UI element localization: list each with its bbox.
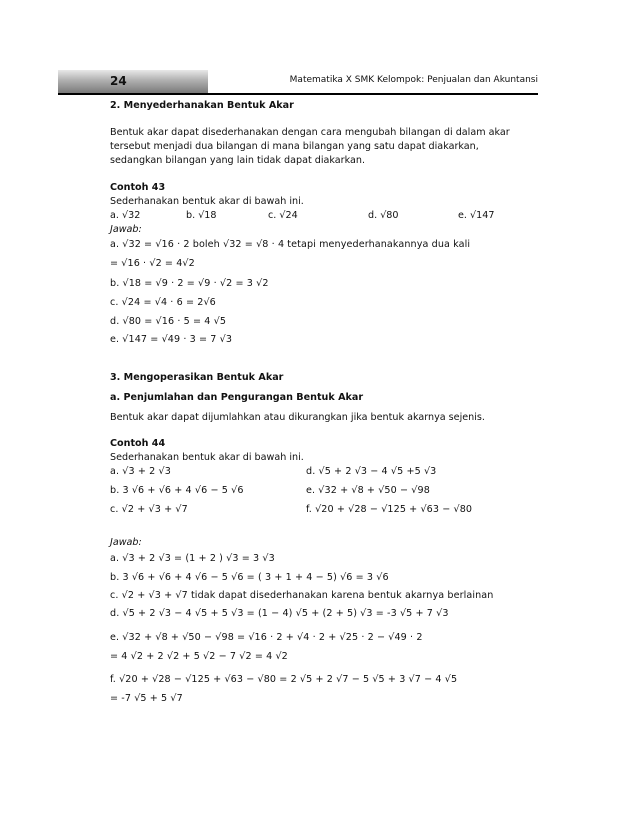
header-rule	[58, 93, 538, 95]
section2-heading: 2. Menyederhanakan Bentuk Akar	[110, 100, 294, 111]
section3-subheading: a. Penjumlahan dan Pengurangan Bentuk Akar	[110, 392, 364, 403]
section2-para-line3: sedangkan bilangan yang lain tidak dapat diakarkan.	[110, 155, 366, 166]
example43-jawab: Jawab:	[110, 224, 142, 235]
page-header	[58, 70, 538, 96]
example43-answer-a1: a. √32 = √16 · 2 boleh √32 = √8 · 4 tetapi menyederhanakannya dua kali	[110, 239, 471, 250]
example43-problem-a: a. √32	[110, 210, 141, 221]
example44-problem-a: a. √3 + 2 √3	[110, 466, 171, 477]
example44-jawab: Jawab:	[110, 537, 142, 548]
example43-answer-c: c. √24 = √4 · 6 = 2√6	[110, 297, 216, 308]
example44-answer-a: a. √3 + 2 √3 = (1 + 2 ) √3 = 3 √3	[110, 553, 275, 564]
header-title: Matematika X SMK Kelompok: Penjualan dan Akuntansi	[289, 75, 538, 85]
section2-para-line1: Bentuk akar dapat disederhanakan dengan cara mengubah bilangan di dalam akar	[110, 127, 510, 138]
example44-problem-e: e. √32 + √8 + √50 − √98	[306, 485, 430, 496]
example43-problem-d: d. √80	[368, 210, 399, 221]
example44-answer-f1: f. √20 + √28 − √125 + √63 − √80 = 2 √5 + 2 √7 − 5 √5 + 3 √7 − 4 √5	[110, 674, 458, 685]
example43-answer-a2: = √16 · √2 = 4√2	[110, 258, 195, 269]
section3-para: Bentuk akar dapat dijumlahkan atau dikurangkan jika bentuk akarnya sejenis.	[110, 412, 485, 423]
example43-answer-e: e. √147 = √49 · 3 = 7 √3	[110, 334, 233, 345]
example44-answer-d: d. √5 + 2 √3 − 4 √5 + 5 √3 = (1 − 4) √5 + (2 + 5) √3 = -3 √5 + 7 √3	[110, 608, 449, 619]
example44-intro: Sederhanakan bentuk akar di bawah ini.	[110, 452, 304, 463]
page-number: 24	[110, 74, 127, 88]
example43-intro: Sederhanakan bentuk akar di bawah ini.	[110, 196, 304, 207]
page-number-tab	[58, 70, 208, 93]
example44-problem-d: d. √5 + 2 √3 − 4 √5 +5 √3	[306, 466, 437, 477]
example44-answer-b: b. 3 √6 + √6 + 4 √6 − 5 √6 = ( 3 + 1 + 4 − 5) √6 = 3 √6	[110, 572, 389, 583]
section2-para-line2: tersebut menjadi dua bilangan di mana bilangan yang satu dapat diakarkan,	[110, 141, 479, 152]
example44-answer-c: c. √2 + √3 + √7 tidak dapat disederhanakan karena bentuk akarnya berlainan	[110, 590, 494, 601]
example43-title: Contoh 43	[110, 182, 166, 193]
example43-problem-c: c. √24	[268, 210, 298, 221]
section3-heading: 3. Mengoperasikan Bentuk Akar	[110, 372, 284, 383]
example43-answer-b: b. √18 = √9 · 2 = √9 · √2 = 3 √2	[110, 278, 269, 289]
example43-problem-b: b. √18	[186, 210, 217, 221]
example44-title: Contoh 44	[110, 438, 166, 449]
example44-problem-b: b. 3 √6 + √6 + 4 √6 − 5 √6	[110, 485, 244, 496]
example44-answer-e2: = 4 √2 + 2 √2 + 5 √2 − 7 √2 = 4 √2	[110, 651, 288, 662]
example43-answer-d: d. √80 = √16 · 5 = 4 √5	[110, 316, 227, 327]
example44-problem-c: c. √2 + √3 + √7	[110, 504, 188, 515]
example44-answer-e1: e. √32 + √8 + √50 − √98 = √16 · 2 + √4 · 2 + √25 · 2 − √49 · 2	[110, 632, 423, 643]
example44-problem-f: f. √20 + √28 − √125 + √63 − √80	[306, 504, 473, 515]
example44-answer-f2: = -7 √5 + 5 √7	[110, 693, 183, 704]
example43-problem-e: e. √147	[458, 210, 495, 221]
